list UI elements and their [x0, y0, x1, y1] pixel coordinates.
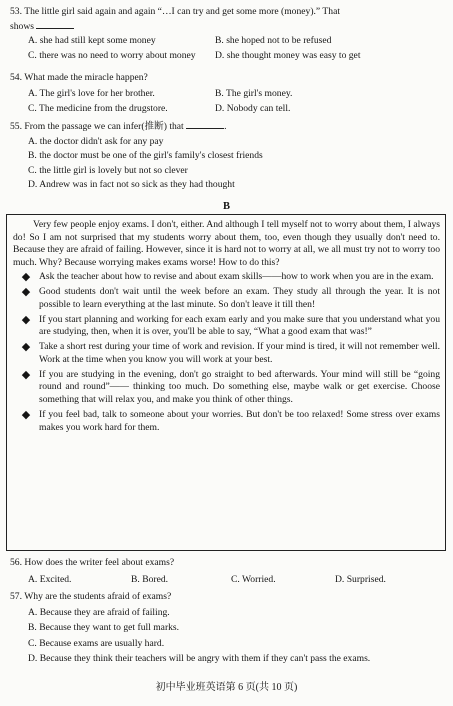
- tip-text: Ask the teacher about how to revise and about exam skills——how to work when you are in the exam.: [39, 271, 434, 283]
- option-55-c: C. the little girl is lovely but not so clever: [28, 164, 188, 176]
- option-54-a: A. The girl's love for her brother.: [28, 87, 155, 99]
- question-53-stem: 53. The little girl said again and again “…I can try and get some more (money).” That: [10, 6, 340, 17]
- option-53-a: A. she had still kept some money: [28, 35, 156, 46]
- option-57-c: C. Because exams are usually hard.: [28, 637, 165, 649]
- tip-text: If you start planning and working for each exam early and you make sure that you understand what you are studying, then, when it is over, you'll be able to say, “What a good exam that was!”: [39, 313, 440, 338]
- tip-item: [13, 286, 440, 312]
- option-55-b: B. the doctor must be one of the girl's family's closest friends: [28, 150, 263, 161]
- diamond-bullet-icon: ◆: [21, 368, 31, 381]
- question-54: [10, 72, 445, 115]
- tip-text: If you feel bad, talk to someone about your worries. But don't be too relaxed! Some stress over exams makes you work hard for them.: [39, 408, 440, 433]
- answer-blank-53: [36, 20, 74, 29]
- answer-blank-55: [186, 120, 224, 129]
- option-56-d: D. Surprised.: [335, 573, 386, 585]
- diamond-bullet-icon: ◆: [21, 271, 31, 284]
- option-54-d: D. Nobody can tell.: [215, 103, 291, 114]
- option-57-a: A. Because they are afraid of failing.: [28, 606, 170, 618]
- option-53-d: D. she thought money was easy to get: [215, 49, 361, 61]
- diamond-bullet-icon: ◆: [21, 408, 31, 421]
- option-55-a: A. the doctor didn't ask for any pay: [28, 135, 164, 147]
- tip-item: [13, 314, 440, 340]
- tip-text: Take a short rest during your time of work and revision. If your mind is tired, it will not remember well. Work at the time when you know you will work at your best.: [39, 341, 440, 365]
- option-56-a: A. Excited.: [28, 573, 72, 585]
- passage-intro: Very few people enjoy exams. I don't, either. And although I tell myself not to worry about them, I always do! So I am not surprised that my students worry about them, too, even though they usually don't need to. Because they are afraid of failing. However, since it is hard not to worry at all, we all must try not to worry too much. Why? Because worrying makes exams worse! How to do this?: [13, 219, 440, 268]
- section-b-heading: B: [222, 201, 230, 212]
- tip-item: [13, 369, 440, 407]
- question-56: [10, 557, 445, 585]
- tip-item: [13, 409, 440, 435]
- tip-item: [13, 341, 440, 367]
- option-56-b: B. Bored.: [131, 573, 169, 585]
- question-54-stem: 54. What made the miracle happen?: [10, 72, 148, 83]
- question-57: [10, 591, 445, 665]
- tip-text: If you are studying in the evening, don't go straight to bed afterwards. Your mind will still be “going round and round”—— thinking too much. Do something else, maybe walk or get exercise. Choose something that will relax you, and make you think of other things.: [39, 368, 440, 405]
- option-55-d: D. Andrew was in fact not so sick as they had thought: [28, 179, 235, 190]
- reading-passage-box: [6, 214, 446, 551]
- option-57-d: D. Because they think their teachers will be angry with them if they can't pass the exams.: [28, 653, 371, 664]
- tip-text: Good students don't wait until the week before an exam. They study all through the year. It is not possible to learn everything at the last minute. So don't leave it till then!: [39, 286, 440, 310]
- option-56-c: C. Worried.: [231, 573, 276, 585]
- question-53-stem-cont: shows: [10, 20, 445, 33]
- option-53-b: B. she hoped not to be refused: [215, 35, 332, 46]
- page-footer: 初中毕业班英语第 6 页(共 10 页): [155, 682, 298, 693]
- option-54-b: B. The girl's money.: [215, 87, 293, 99]
- question-56-stem: 56. How does the writer feel about exams?: [10, 557, 175, 568]
- diamond-bullet-icon: ◆: [21, 286, 31, 298]
- question-55-stem: 55. From the passage we can infer(推断) that .: [10, 121, 227, 132]
- option-53-c: C. there was no need to worry about money: [28, 49, 196, 61]
- question-55: [10, 120, 445, 191]
- tip-item: [13, 271, 440, 284]
- question-57-stem: 57. Why are the students afraid of exams?: [10, 591, 172, 602]
- question-53: [10, 6, 445, 61]
- diamond-bullet-icon: ◆: [21, 313, 31, 326]
- diamond-bullet-icon: ◆: [21, 341, 31, 353]
- option-54-c: C. The medicine from the drugstore.: [28, 103, 168, 114]
- option-57-b: B. Because they want to get full marks.: [28, 622, 180, 633]
